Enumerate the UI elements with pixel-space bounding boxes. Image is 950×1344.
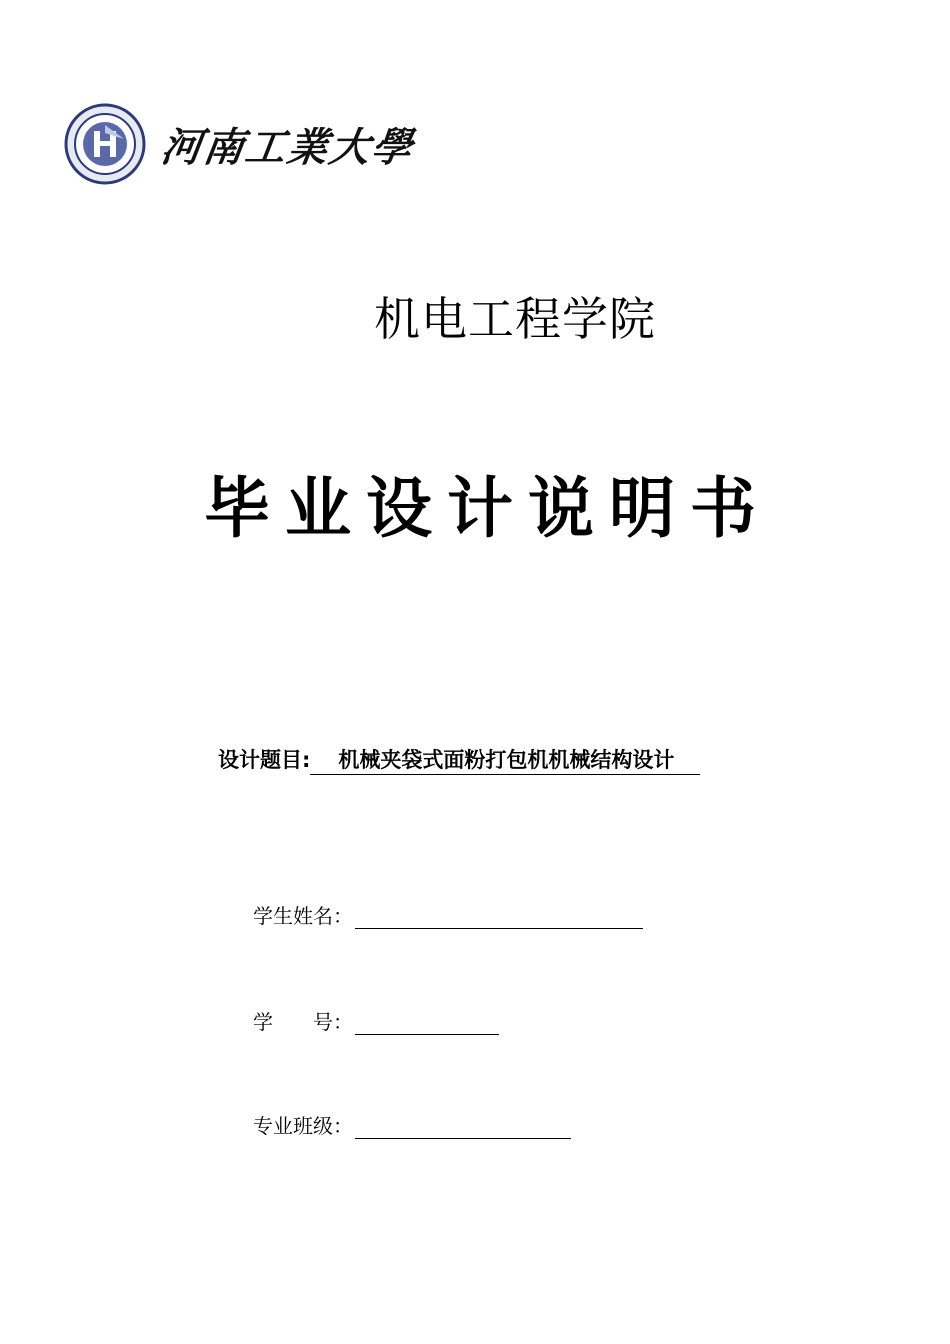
major-class-label: 专业班级： [253,1114,353,1138]
topic-value: 机械夹袋式面粉打包机机械结构设计 [310,744,700,775]
student-name-blank[interactable] [355,906,643,929]
university-seal-icon [64,103,146,185]
university-logo [64,103,417,185]
student-id-blank[interactable] [355,1012,499,1035]
university-name: 河南工業大學 [158,123,417,171]
major-class-field [253,1110,571,1139]
student-id-field [253,1006,499,1035]
design-topic [218,744,700,775]
document-title: 毕业设计说明书 [204,469,771,547]
college-name: 机电工程学院 [374,292,656,346]
student-name-label: 学生姓名： [253,904,353,928]
major-class-blank[interactable] [355,1116,571,1139]
topic-label: 设计题目: [218,748,311,772]
student-name-field [253,900,643,929]
student-id-label: 学 号： [253,1010,353,1034]
